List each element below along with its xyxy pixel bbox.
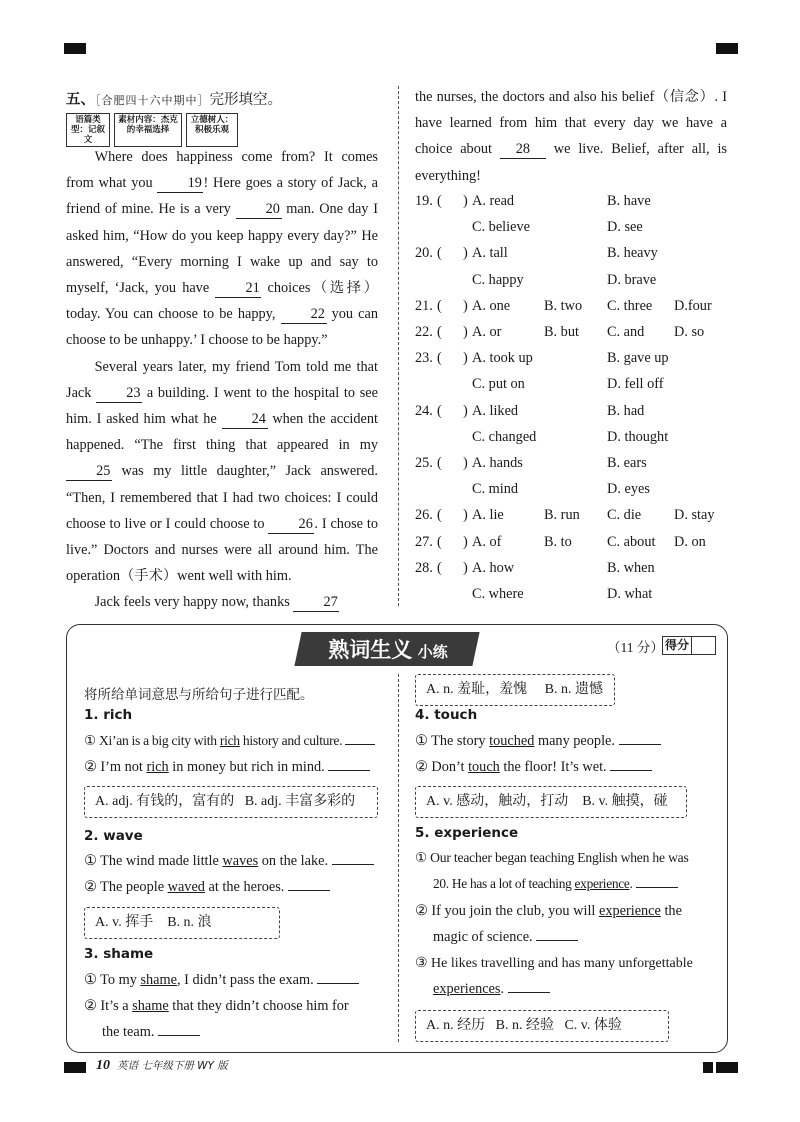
section-heading [66,88,282,109]
answer-blank[interactable]: 23 [96,384,142,403]
answer-blank[interactable]: 19 [157,174,203,193]
option-b: B. have [607,193,651,209]
word-heading-experience: 5. experience [415,825,519,841]
sentence-experience-3-cont: experiences. [433,981,550,998]
options-touch: A. v. 感动，触动，打动 B. v. 触摸，碰 [415,786,687,818]
answer-choice-slot[interactable] [444,455,462,473]
sentence-experience-1-cont: 20. He has a lot of teaching experience. [433,876,678,892]
option-b: B. run [544,507,580,524]
option-a: A. of [472,533,502,550]
answer-line[interactable] [345,744,375,745]
section-number: 五、 [66,92,95,108]
sentence-experience-3: ③ He likes travelling and has many unforgettable [415,956,693,971]
passage-left [66,144,378,616]
option-d: D. stay [674,507,715,524]
option-d: D. on [674,533,706,550]
practice-divider [398,674,399,1042]
answer-choice-slot[interactable] [444,324,462,342]
footer-mark [64,1062,86,1073]
answer-paren-open: ( [437,324,442,340]
word-heading-shame: 3. shame [84,946,154,962]
option-d: D. brave [607,271,657,288]
word-heading-wave: 2. wave [84,828,143,844]
sentence-experience-1: ① Our teacher began teaching English when he was [415,850,689,865]
answer-paren-open: ( [437,533,442,550]
option-d: D. see [607,219,643,236]
option-d: D. thought [607,428,669,445]
answer-line[interactable] [328,770,370,771]
corner-mark [716,43,738,54]
practice-title: 熟词生义 小练 [328,638,448,662]
option-b: B. heavy [607,245,658,262]
answer-paren-close: ) [463,533,468,550]
word-heading-touch: 4. touch [415,707,478,723]
option-c: C. happy [472,271,524,288]
practice-score: （11 分） [607,640,664,655]
question-number: 24. [415,402,433,419]
sentence-touch-2: ② Don’t touch the floor! It’s wet. [415,759,652,776]
answer-line[interactable] [536,940,578,941]
option-d: D. eyes [607,481,650,498]
answer-blank[interactable]: 21 [215,279,261,298]
answer-paren-close: ) [463,245,468,262]
practice-instruction: 将所给单词意思与所给句子进行匹配。 [84,687,314,703]
options-wave: A. v. 挥手 B. n. 浪 [84,907,280,939]
option-a: A. tall [472,245,508,262]
option-b: B. ears [607,455,647,471]
answer-line[interactable] [636,887,678,888]
answer-blank[interactable]: 25 [66,462,112,481]
options-shame: A. n. 羞耻，羞愧 B. n. 遗憾 [415,674,615,706]
answer-paren-close: ) [463,507,468,524]
option-b: B. two [544,297,583,314]
answer-choice-slot[interactable] [444,193,462,211]
answer-line[interactable] [317,983,359,984]
option-a: A. or [472,324,502,340]
option-a: A. lie [472,507,504,524]
answer-choice-slot[interactable] [444,560,462,578]
answer-line[interactable] [332,864,374,865]
answer-paren-open: ( [437,297,442,314]
sentence-experience-2-cont: magic of science. [433,929,578,946]
sentence-experience-2: ② If you join the club, you will experience the [415,903,682,919]
column-divider [398,86,399,606]
answer-blank[interactable]: 28 [500,140,546,159]
answer-choice-slot[interactable] [444,534,462,552]
answer-blank[interactable]: 22 [281,305,327,324]
options-rich: A. adj. 有钱的，富有的 B. adj. 丰富多彩的 [84,786,378,818]
option-d: D. fell off [607,376,664,393]
page-number: 10 [96,1058,110,1073]
answer-paren-close: ) [463,324,468,340]
option-b: B. to [544,533,572,550]
option-d: D. so [674,324,705,340]
answer-choice-slot[interactable] [444,298,462,316]
option-a: A. one [472,297,511,314]
question-number: 27. [415,533,433,550]
option-b: B. when [607,559,655,576]
sentence-shame-2: ② It’s a shame that they didn’t choose him for [84,998,349,1014]
corner-mark [64,43,86,54]
passage-paragraph-3: Jack feels very happy now, thanks 27 [94,594,338,611]
option-a: A. how [472,559,515,576]
question-number: 19. [415,193,433,209]
option-c: C. put on [472,376,525,393]
question-number: 25. [415,455,433,471]
sentence-rich-2: ② I’m not rich in money but rich in mind. [84,759,370,776]
answer-paren-close: ) [463,297,468,314]
answer-choice-slot[interactable] [444,403,462,421]
score-field[interactable] [662,636,716,655]
answer-blank[interactable]: 27 [293,593,339,612]
passage-right: the nurses, the doctors and also his belief（信念）. I have learned from him that every day we have a choice about 28 we live. Belief, after all, is everything! [415,89,727,184]
answer-paren-open: ( [437,507,442,524]
option-b: B. but [544,324,579,340]
answer-paren-open: ( [437,455,442,471]
answer-choice-slot[interactable] [444,350,462,368]
answer-paren-open: ( [437,559,442,576]
answer-paren-close: ) [463,559,468,576]
passage-paragraph-2: Several years later, my friend Tom told me that Jack 23 a building. I went to the hospital to see him. I asked him what he 24 when the accident happened. “The first thing that appeared in my 25 was my little daughter,” Jack answered. “Then, I remembered that I had two choices: I could choose to live or I could choose to 26 . I chose to live.” Doctors and nurses were all around him. The operation（手术）went well with him. [66,358,378,585]
sentence-touch-1: ① The story touched many people. [415,733,661,750]
section-source: ［合肥四十六中期中］ [95,94,210,107]
option-c: C. where [472,586,524,602]
option-d: D.four [674,297,712,314]
sentence-wave-2: ② The people waved at the heroes. [84,879,330,896]
answer-paren-close: ) [463,350,468,367]
tag-content: 素材内容：杰克的幸福选择 [114,113,182,147]
question-number: 21. [415,297,433,314]
answer-line[interactable] [158,1035,200,1036]
answer-line[interactable] [610,770,652,771]
options-experience: A. n. 经历 B. n. 经验 C. v. 体验 [415,1010,669,1042]
section-title: 完形填空。 [209,92,282,108]
option-c: C. die [607,507,642,524]
answer-line[interactable] [288,890,330,891]
answer-line[interactable] [508,992,550,993]
answer-blank[interactable]: 20 [236,200,282,219]
answer-blank[interactable]: 26 [268,515,314,534]
answer-choice-slot[interactable] [444,507,462,525]
option-a: A. hands [472,455,523,471]
answer-choice-slot[interactable] [444,245,462,263]
option-b: B. had [607,402,645,419]
section-tags [66,113,238,147]
option-c: C. believe [472,219,530,236]
sentence-wave-1: ① The wind made little waves on the lake. [84,853,374,870]
footer-mark [703,1062,713,1073]
option-d: D. what [607,586,653,602]
book-title: 英语 七年级下册 WY 版 [117,1060,228,1072]
answer-paren-open: ( [437,402,442,419]
sentence-shame-2-cont: the team. [102,1024,200,1041]
sentence-rich-1: ① Xi’an is a big city with rich history and culture. [84,733,375,749]
tag-genre: 语篇类型：记叙文 [66,113,110,147]
answer-paren-close: ) [463,402,468,419]
option-c: C. and [607,324,645,340]
tag-value: 立德树人：积极乐观 [186,113,238,147]
option-c: C. changed [472,428,537,445]
option-a: A. read [472,193,515,209]
option-a: A. liked [472,402,519,419]
question-number: 28. [415,559,433,576]
score-label: 得分 [663,637,692,654]
option-c: C. mind [472,481,519,498]
option-c: C. about [607,533,656,550]
answer-line[interactable] [619,744,661,745]
footer-mark [716,1062,738,1073]
passage-paragraph-1: Where does happiness come from? It comes from what you 19 ! Here goes a story of Jack, a friend of mine. He is a very 20 man. One day I asked him, “How do you keep happy every day?” He answered, “Every morning I wake up and say to myself, ‘Jack, you have 21 choices（选择）today. You can choose to be happy, 22 you can choose to be unhappy.’ I choose to be happy.” [66,149,379,349]
word-heading-rich: 1. rich [84,707,133,723]
answer-blank[interactable]: 24 [222,410,268,429]
question-number: 26. [415,507,433,524]
answer-paren-open: ( [437,193,442,209]
sentence-shame-1: ① To my shame, I didn’t pass the exam. [84,972,359,989]
question-number: 22. [415,324,433,340]
answer-paren-open: ( [437,245,442,262]
answer-paren-close: ) [463,193,468,209]
answer-paren-open: ( [437,350,442,367]
footer-info [96,1058,228,1074]
question-number: 23. [415,350,433,367]
option-a: A. took up [472,350,533,367]
option-c: C. three [607,297,653,314]
question-number: 20. [415,245,433,262]
answer-paren-close: ) [463,455,468,471]
option-b: B. gave up [607,350,669,367]
